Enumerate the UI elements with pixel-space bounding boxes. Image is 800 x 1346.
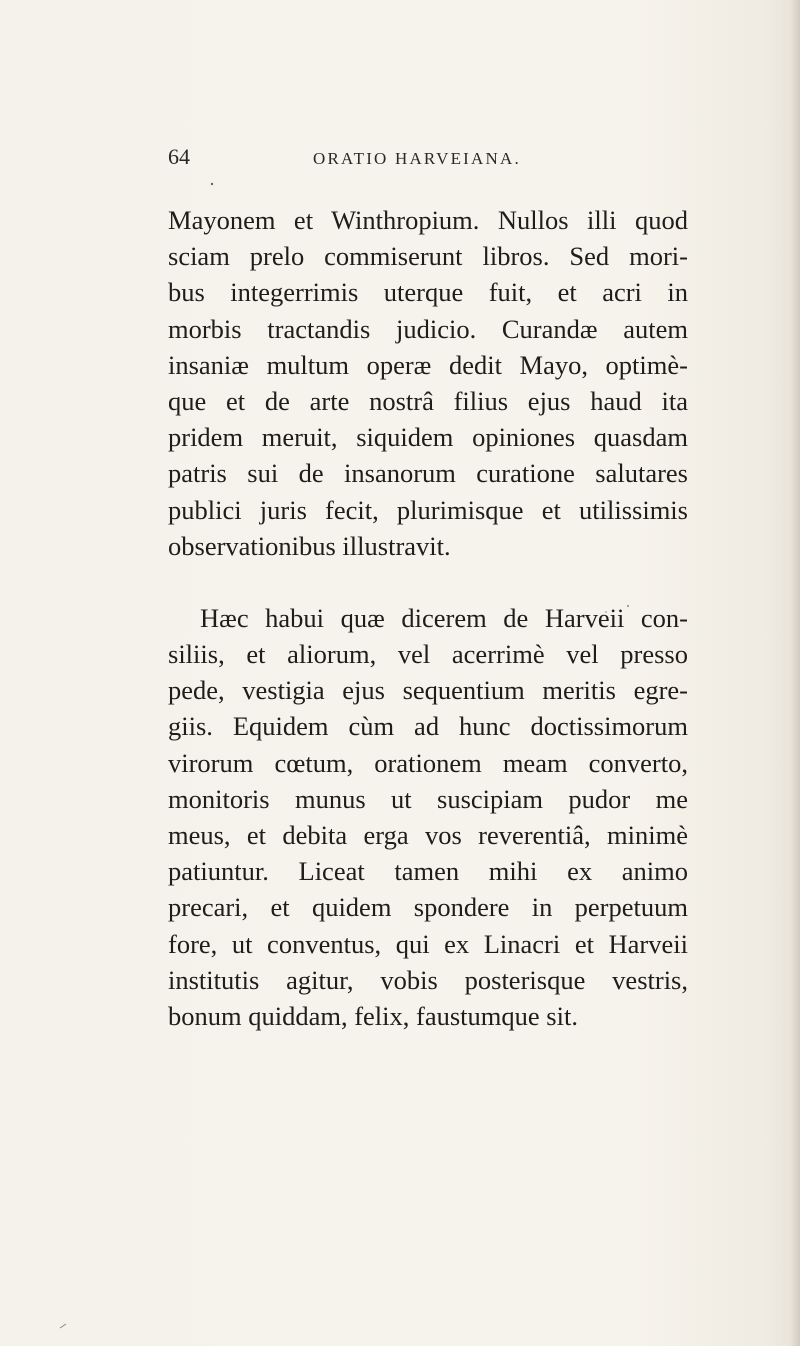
page-number: 64 [168, 144, 190, 169]
paragraph [168, 202, 688, 564]
text-line: bus integerrimis uterque fuit, et acri in [168, 277, 688, 308]
text-line: Mayonem et Winthropium. Nullos illi quod [168, 205, 688, 235]
paragraph-spacer [168, 564, 688, 600]
paragraph [168, 600, 688, 1034]
running-head: ORATIO HARVEIANA. [313, 149, 521, 168]
page-header [168, 144, 688, 174]
text-line: siliis, et aliorum, vel acerrimè vel presso [168, 639, 688, 670]
text-line: publici juris fecit, plurimisque et utilissimis [168, 494, 688, 525]
text-line: virorum cœtum, orationem meam converto, [168, 747, 688, 778]
text-line: monitoris munus ut suscipiam pudor me [168, 783, 688, 814]
text-line: institutis agitur, vobis posterisque vestris, [168, 964, 688, 995]
text-line: Hæc habui quæ dicerem de Harveii con- [200, 602, 688, 633]
text-line: sciam prelo commiserunt libros. Sed mori- [168, 241, 688, 272]
text-line: observationibus illustravit. [168, 530, 451, 561]
text-line: fore, ut conventus, qui ex Linacri et Harveii [168, 928, 688, 959]
text-line: meus, et debita erga vos reverentiâ, minimè [168, 820, 688, 850]
text-line: patris sui de insanorum curatione salutares [168, 458, 688, 489]
body-text [168, 202, 688, 1034]
text-line: giis. Equidem cùm ad hunc doctissimorum [168, 711, 688, 742]
text-line: pridem meruit, siquidem opiniones quasdam [168, 422, 688, 453]
text-line: bonum quiddam, felix, faustumque sit. [168, 1000, 578, 1031]
text-line: insaniæ multum operæ dedit Mayo, optimè- [168, 349, 688, 380]
text-line: pede, vestigia ejus sequentium meritis egre- [168, 675, 688, 706]
text-line: que et de arte nostrâ filius ejus haud ita [168, 385, 688, 416]
text-line: precari, et quidem spondere in perpetuum [168, 892, 688, 923]
text-line: morbis tractandis judicio. Curandæ autem [168, 313, 688, 344]
text-line: patiuntur. Liceat tamen mihi ex animo [168, 856, 688, 887]
